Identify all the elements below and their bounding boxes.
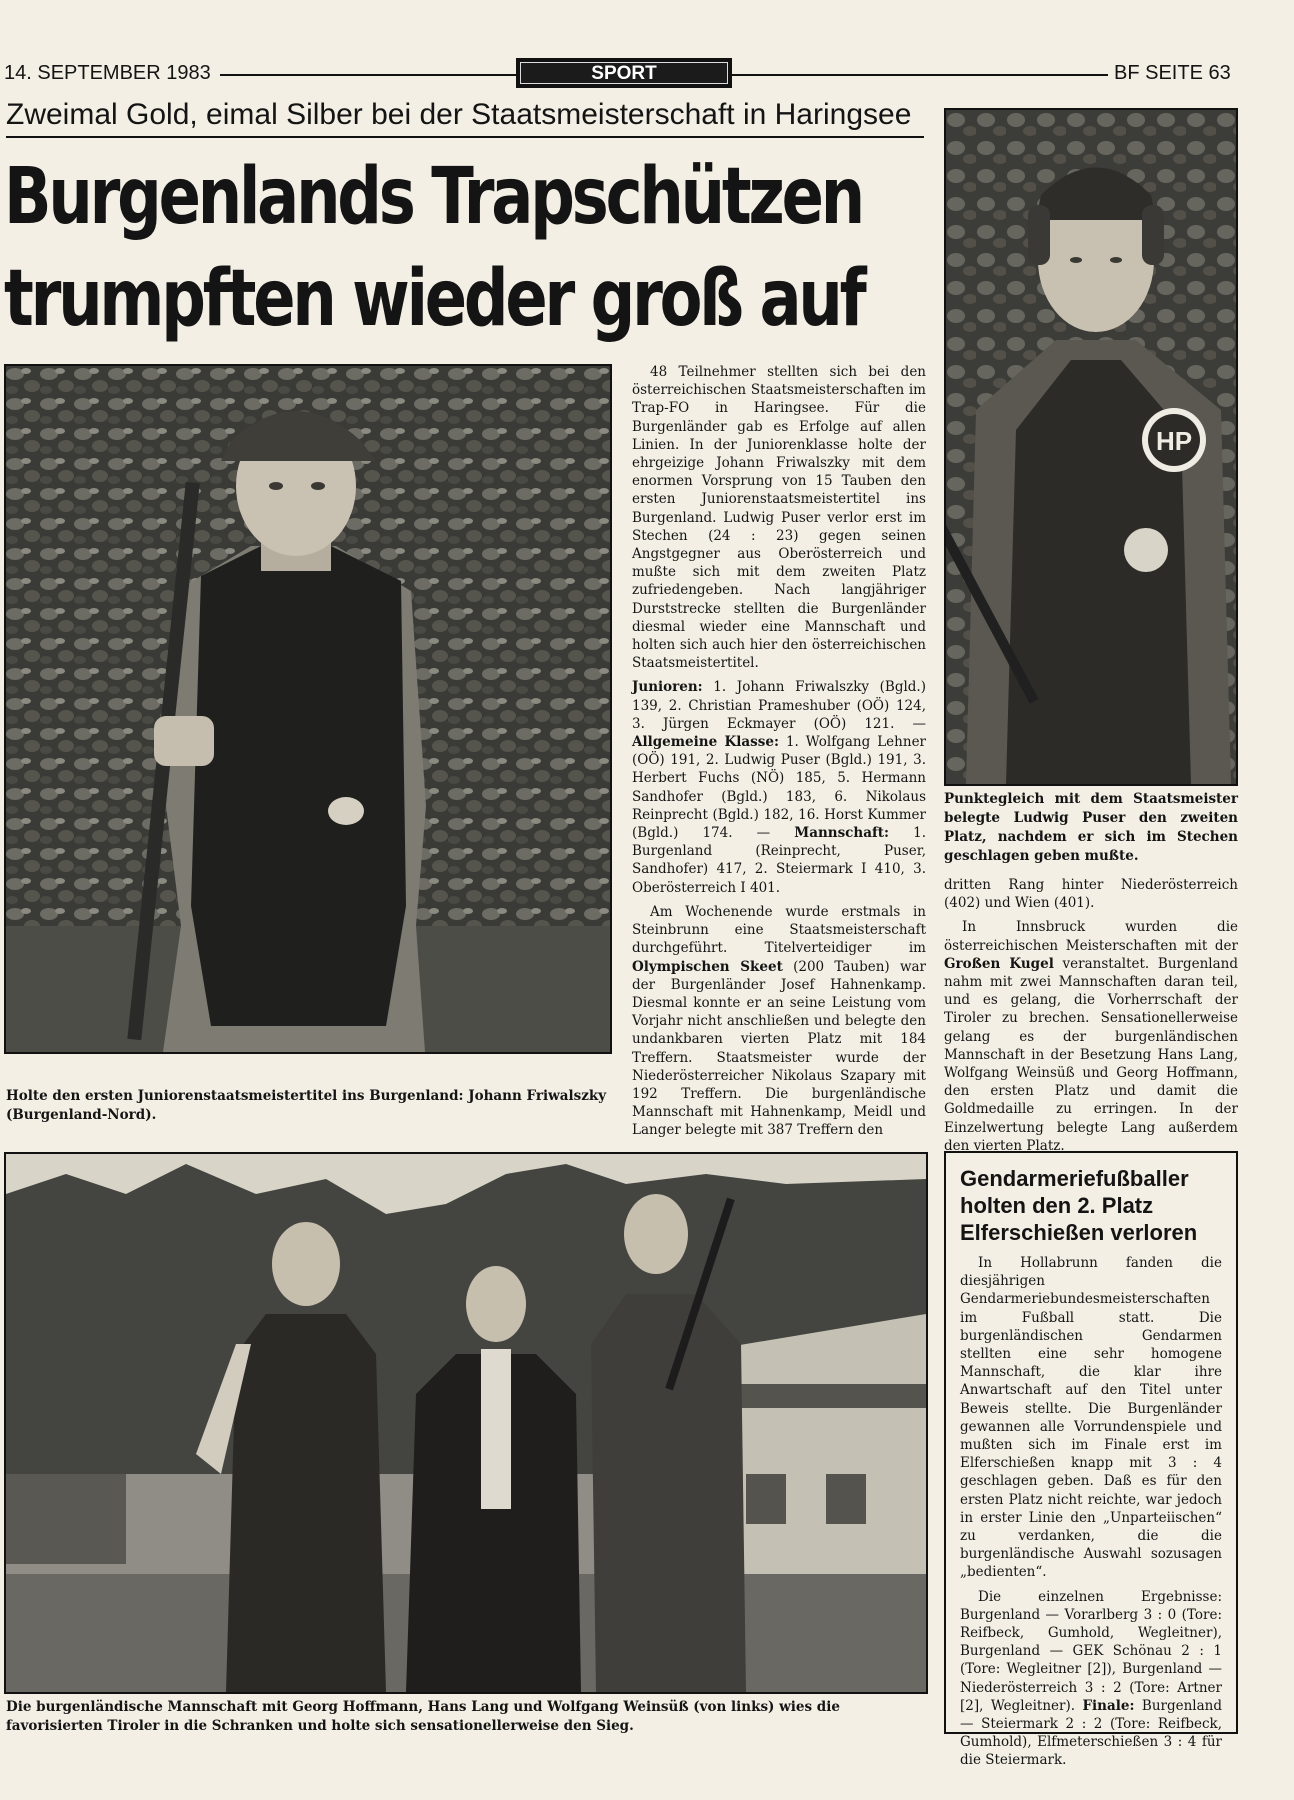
article-column-2 — [944, 876, 1238, 1161]
sidebox-results-a: Die einzelnen Ergebnisse: Burgenland — Vorarlberg 3 : 0 (Tore: Reifbeck, Gumhold, Wegleitner), Burgenland — GEK Schönau 2 : 1 (Tore: Wegleitner [2]), Burgenland — Niederösterreich 3 : 2 (Tore: Artner [2], Wegleitner). — [960, 1588, 1222, 1714]
header-rule-left — [220, 74, 516, 76]
sidebox-final-label: Finale: — [1082, 1697, 1135, 1714]
kugel-text-b: veranstaltet. Burgenland nahm mit zwei Mannschaften daran teil, und es gelang, die Vorherrschaft der Tiroler zu brechen. Sensationellerweise gelang es der burgenländischen Mannschaft in der Besetzung Hans Lang, Wolfgang Weinsüß und Georg Hoffmann, den ersten Platz und damit die Goldmedaille zu erringen. In der Einzelwertung belegte Lang außerdem den vierten Platz. — [944, 955, 1238, 1154]
results-junior: 1. Johann Friwalszky (Bgld.) 139, 2. Christian Prameshuber (OÖ) 124, 3. Jürgen Eckmayer (OÖ) 121. — — [632, 679, 926, 732]
article-column-1 — [632, 363, 926, 1146]
photo-puser-caption: Punktegleich mit dem Staatsmeister belegte Ludwig Puser den zweiten Platz, nachdem er sich im Stechen geschlagen geben mußte. — [944, 791, 1238, 864]
photo-junior-shooter — [4, 364, 612, 1054]
sidebox-paragraph-2 — [960, 1588, 1222, 1770]
headline — [4, 146, 864, 350]
skeet-text-b: (200 Tauben) war der Burgenländer Josef Hahnenkamp. Diesmal konnte er an seine Leistung vom Vorjahr nicht anschließen und belegte den undankbaren vierten Platz mit 184 Treffern. Staatsmeister wurde der Niederösterreicher Nikolaus Szapary mit 192 Treffern. Die burgenländische Mannschaft mit Hahnenkamp, Meidl und Langer belegte mit 387 Treffern den — [632, 958, 927, 1139]
results-team: 1. Burgenland (Reinprecht, Puser, Sandhofer) 417, 2. Steiermark I 410, 3. Oberösterreich I 401. — [632, 825, 926, 896]
article-paragraph-kugel — [944, 918, 1238, 1155]
results-junior-label: Junioren: — [632, 679, 703, 696]
skeet-text-a: Am Wochenende wurde erstmals in Steinbrunn eine Staatsmeisterschaft durchgeführt. Titelverteidiger im — [632, 903, 926, 957]
article-paragraph-skeet — [632, 903, 926, 1140]
sidebox-results-b: Burgenland — Steiermark 2 : 2 (Tore: Reifbeck, Gumhold), Elfmeterschießen 3 : 4 für die Steiermark. — [960, 1697, 1222, 1769]
skeet-bold: Olympischen Skeet — [632, 958, 783, 975]
issue-date: 14. SEPTEMBER 1983 — [4, 62, 211, 84]
section-label: SPORT — [520, 62, 728, 84]
kicker: Zweimal Gold, eimal Silber bei der Staatsmeisterschaft in Haringsee — [6, 98, 912, 131]
article-results — [632, 678, 926, 896]
kicker-rule — [6, 136, 924, 138]
sidebox-title: Gendarmeriefußballer holten den 2. Platz Elferschießen verloren — [960, 1166, 1198, 1245]
sidebox-body — [960, 1254, 1222, 1770]
kugel-text-a: In Innsbruck wurden die österreichischen Meisterschaften mit der — [944, 919, 1238, 954]
results-general-label: Allgemeine Klasse: — [632, 734, 779, 751]
photo-team-caption: Die burgenländische Mannschaft mit Georg Hoffmann, Hans Lang und Wolfgang Weinsüß (von links) wies die favorisierten Tiroler in die Schranken und holte sich sensationellerweise den Sieg. — [6, 1699, 840, 1734]
photo-team — [4, 1152, 928, 1694]
section-label-box — [516, 58, 732, 88]
sidebox-gendarmerie — [944, 1151, 1238, 1769]
header-rule-right — [732, 74, 1108, 76]
photo-ludwig-puser — [944, 108, 1238, 786]
headline-line-2: trumpften wieder groß auf — [4, 254, 864, 344]
svg-text:HP: HP — [1155, 426, 1193, 456]
article-paragraph-skeet-cont: dritten Rang hinter Niederösterreich (402) und Wien (401). — [944, 877, 1238, 912]
results-team-label: Mannschaft: — [794, 825, 889, 842]
kugel-bold: Großen Kugel — [944, 955, 1054, 972]
page-number: BF SEITE 63 — [1114, 62, 1231, 84]
photo-junior-caption: Holte den ersten Juniorenstaatsmeistertitel ins Burgenland: Johann Friwalszky (Burgenland-Nord). — [6, 1088, 607, 1123]
headline-line-1: Burgenlands Trapschützen — [4, 152, 862, 242]
results-general: 1. Wolfgang Lehner (OÖ) 191, 2. Ludwig Puser (Bgld.) 191, 3. Herbert Fuchs (NÖ) 185, 5. Hermann Sandhofer (Bgld.) 183, 6. Nikolaus Reinprecht (Bgld.) 182, 16. Horst Kummer (Bgld.) 174. — — [632, 734, 927, 842]
sidebox-paragraph-1: In Hollabrunn fanden die diesjährigen Gendarmeriebundesmeisterschaften im Fußball statt. Die burgenländischen Gendarmen stellten eine sehr homogene Mannschaft, die klar ihre Anwartschaft auf den Titel unter Beweis stellte. Die Burgenländer gewannen alle Vorrundenspiele und mußten sich im Finale erst im Elferschießen knapp mit 3 : 4 geschlagen geben. Daß es für den ersten Platz nicht reichte, war jedoch in erster Linie den „Unparteiischen“ zu verdanken, die die burgenländische Auswahl sozusagen „bedienten“. — [960, 1255, 1222, 1581]
article-paragraph-1: 48 Teilnehmer stellten sich bei den österreichischen Staatsmeisterschaften im Trap-FO in Haringsee. Für die Burgenländer gab es Erfolge auf allen Linien. In der Juniorenklasse holte der ehrgeizige Johann Friwalszky mit dem enormen Vorsprung von 15 Tauben den ersten Juniorenstaatsmeistertitel ins Burgenland. Ludwig Puser verlor erst im Stechen (24 : 23) gegen seinen Angstgegner aus Oberösterreich und mußte sich mit dem zweiten Platz zufriedengeben. Nach langjähriger Durststrecke stellten die Burgenländer diesmal wieder eine Mannschaft und holten sich auch hier den österreichischen Staatsmeistertitel. — [632, 364, 926, 672]
